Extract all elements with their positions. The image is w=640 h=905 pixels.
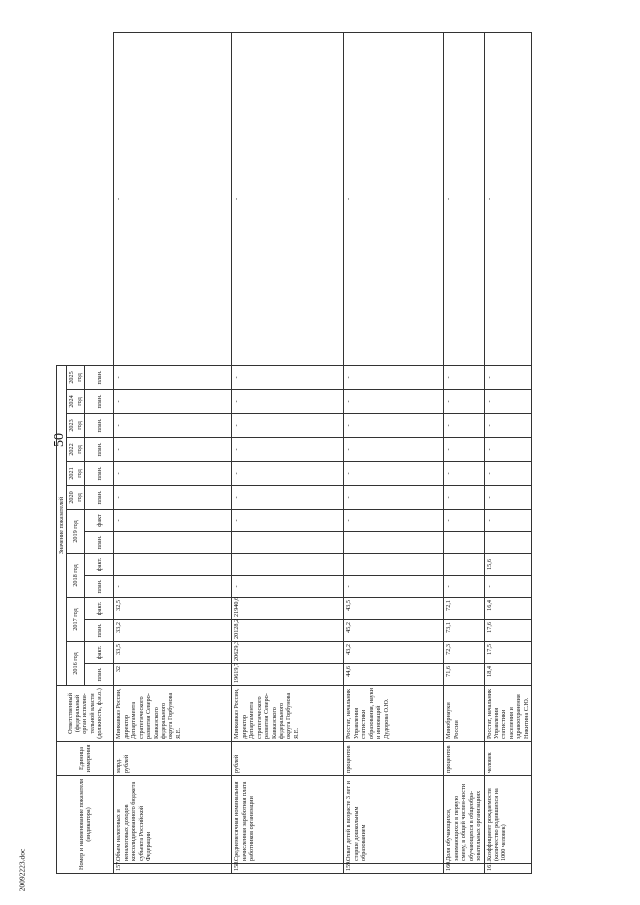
value-cell: 44,6 xyxy=(344,663,444,685)
indicator-name: Объем налоговых и неналоговых доходов консолидированного бюджета субъекта Российской Федерации xyxy=(114,775,232,863)
value-cell: 73,1 xyxy=(444,619,484,641)
value-cell: 21940,6 xyxy=(232,597,344,619)
year-2023: 2023 год xyxy=(67,413,85,437)
subheader-plan: план. xyxy=(85,485,114,509)
subheader-plan: план. xyxy=(85,575,114,597)
value-cell: - xyxy=(232,413,344,437)
value-cell: - xyxy=(114,437,232,461)
row-number: 157. xyxy=(114,864,232,874)
responsible-cell: Минобрнауки России xyxy=(444,685,484,741)
subheader-plan: план. xyxy=(85,461,114,485)
value-cell xyxy=(444,553,484,575)
value-cell: - xyxy=(232,389,344,413)
year-2016: 2016 год xyxy=(67,641,85,685)
value-cell: - xyxy=(344,413,444,437)
row-number: 159. xyxy=(344,864,444,874)
subheader-plan: план. xyxy=(85,413,114,437)
year-2025: 2025 год xyxy=(67,365,85,389)
table-row xyxy=(232,33,344,874)
responsible-cell: Росстат, начальник Управления статистики населения и здравоохранения Никитина С.Ю. xyxy=(484,685,532,741)
value-cell: 18,4 xyxy=(484,663,532,685)
responsible-cell: Росстат, начальник Управления статистики образования, науки и инноваций Дудорова О.Ю. xyxy=(344,685,444,741)
value-cell: - xyxy=(444,575,484,597)
value-cell: 45,2 xyxy=(344,619,444,641)
value-cell: - xyxy=(114,485,232,509)
header-values-group: Значение показателей xyxy=(57,365,67,685)
value-cell: - xyxy=(444,485,484,509)
value-cell: - xyxy=(484,575,532,597)
table-header xyxy=(57,33,114,874)
responsible-cell: Минкавказ России, директор Департамента стратегического развития Северо-Кавказского федерального округа Горбунова Я.Е. xyxy=(232,685,344,741)
value-cell: - xyxy=(114,575,232,597)
table-row xyxy=(444,33,484,874)
value-cell: - xyxy=(344,365,444,389)
table-body xyxy=(114,33,532,874)
indicator-name: Доля обучающихся, занимающихся в первую смену, в общей числен-ности обучающихся в общеобра-зовательных организациях xyxy=(444,775,484,863)
year-2019: 2019 год xyxy=(67,509,85,553)
value-cell xyxy=(444,531,484,553)
value-cell xyxy=(232,531,344,553)
value-cell: - xyxy=(232,509,344,531)
value-cell: - xyxy=(484,33,532,366)
value-cell: 43,2 xyxy=(344,641,444,663)
value-cell: - xyxy=(114,461,232,485)
responsible-cell: Минкавказ России, директор Департамента стратегического развития Северо-Кавказского федерального округа Горбунова Я.Е. xyxy=(114,685,232,741)
header-unit: Единица измерения xyxy=(57,741,114,775)
value-cell: - xyxy=(484,389,532,413)
value-cell: - xyxy=(484,461,532,485)
value-cell: - xyxy=(484,365,532,389)
subheader-plan: план. xyxy=(85,663,114,685)
value-cell: - xyxy=(344,437,444,461)
row-number: 158. xyxy=(232,864,344,874)
indicators-table xyxy=(56,32,532,874)
value-cell: - xyxy=(232,437,344,461)
subheader-plan: план. xyxy=(85,437,114,461)
subheader-plan: план. xyxy=(85,365,114,389)
value-cell: - xyxy=(114,389,232,413)
value-cell: 71,6 xyxy=(444,663,484,685)
value-cell xyxy=(114,531,232,553)
table-row xyxy=(484,33,532,874)
value-cell: 20629,3 xyxy=(232,641,344,663)
unit-cell: процентов xyxy=(344,741,444,775)
value-cell: 17,6 xyxy=(484,619,532,641)
value-cell xyxy=(484,531,532,553)
value-cell: - xyxy=(232,365,344,389)
value-cell: - xyxy=(232,575,344,597)
value-cell: - xyxy=(344,485,444,509)
value-cell: - xyxy=(232,461,344,485)
year-2022: 2022 год xyxy=(67,437,85,461)
header-responsible: Ответственный (федеральный орган исполни-тельной власти (должность, ф.и.о.) xyxy=(57,685,114,741)
unit-cell: процентов xyxy=(444,741,484,775)
subheader-fact: факт xyxy=(85,509,114,531)
indicator-name: Охват детей в возрасте 3 лет и старше дошкольным образованием xyxy=(344,775,444,863)
value-cell: 19619,7 xyxy=(232,663,344,685)
subheader-fact: факт. xyxy=(85,553,114,575)
header-indicator: Номер и наименование показателя (индикатора) xyxy=(57,775,114,873)
year-2017: 2017 год xyxy=(67,597,85,641)
value-cell: - xyxy=(344,509,444,531)
unit-cell: млрд. рублей xyxy=(114,741,232,775)
unit-cell: человек xyxy=(484,741,532,775)
value-cell: - xyxy=(114,33,232,366)
value-cell: 72,1 xyxy=(444,597,484,619)
value-cell: - xyxy=(232,485,344,509)
value-cell xyxy=(344,553,444,575)
value-cell: - xyxy=(444,509,484,531)
value-cell: - xyxy=(484,485,532,509)
subheader-fact: факт. xyxy=(85,597,114,619)
value-cell: - xyxy=(114,365,232,389)
table-row xyxy=(114,33,232,874)
value-cell: 72,3 xyxy=(444,641,484,663)
value-cell: 43,5 xyxy=(344,597,444,619)
value-cell: - xyxy=(444,365,484,389)
value-cell: - xyxy=(232,33,344,366)
row-number: 160. xyxy=(444,864,484,874)
value-cell xyxy=(232,553,344,575)
value-cell: - xyxy=(344,33,444,366)
value-cell: - xyxy=(114,509,232,531)
value-cell: - xyxy=(484,413,532,437)
subheader-plan: план. xyxy=(85,389,114,413)
value-cell: - xyxy=(344,575,444,597)
table-row xyxy=(344,33,444,874)
value-cell: - xyxy=(114,413,232,437)
indicator-name: Среднемесячная номинальная начисленная заработная плата работников организации xyxy=(232,775,344,863)
year-2018: 2018 год xyxy=(67,553,85,597)
value-cell: - xyxy=(444,437,484,461)
value-cell xyxy=(344,531,444,553)
subheader-plan: план. xyxy=(85,531,114,553)
value-cell: - xyxy=(444,461,484,485)
unit-cell: рублей xyxy=(232,741,344,775)
value-cell: - xyxy=(344,461,444,485)
value-cell: 17,5 xyxy=(484,641,532,663)
value-cell: 32 xyxy=(114,663,232,685)
value-cell: 15,6 xyxy=(484,553,532,575)
indicator-name: Коэффициент рождаемости (количество родившихся на 1000 человек) xyxy=(484,775,532,863)
year-2020: 2020 год xyxy=(67,485,85,509)
subheader-plan: план. xyxy=(85,619,114,641)
value-cell: - xyxy=(344,389,444,413)
value-cell: 32,5 xyxy=(114,597,232,619)
subheader-fact: факт. xyxy=(85,641,114,663)
value-cell: - xyxy=(444,33,484,366)
value-cell: 16,4 xyxy=(484,597,532,619)
year-2021: 2021 год xyxy=(67,461,85,485)
value-cell: - xyxy=(444,413,484,437)
row-number: 161. xyxy=(484,864,532,874)
rotated-table-container xyxy=(56,32,540,874)
value-cell: - xyxy=(484,437,532,461)
value-cell: - xyxy=(484,509,532,531)
value-cell: 20128,2 xyxy=(232,619,344,641)
year-2024: 2024 год xyxy=(67,389,85,413)
value-cell: 33,2 xyxy=(114,619,232,641)
value-cell xyxy=(114,553,232,575)
value-cell: 33,5 xyxy=(114,641,232,663)
value-cell: - xyxy=(444,389,484,413)
